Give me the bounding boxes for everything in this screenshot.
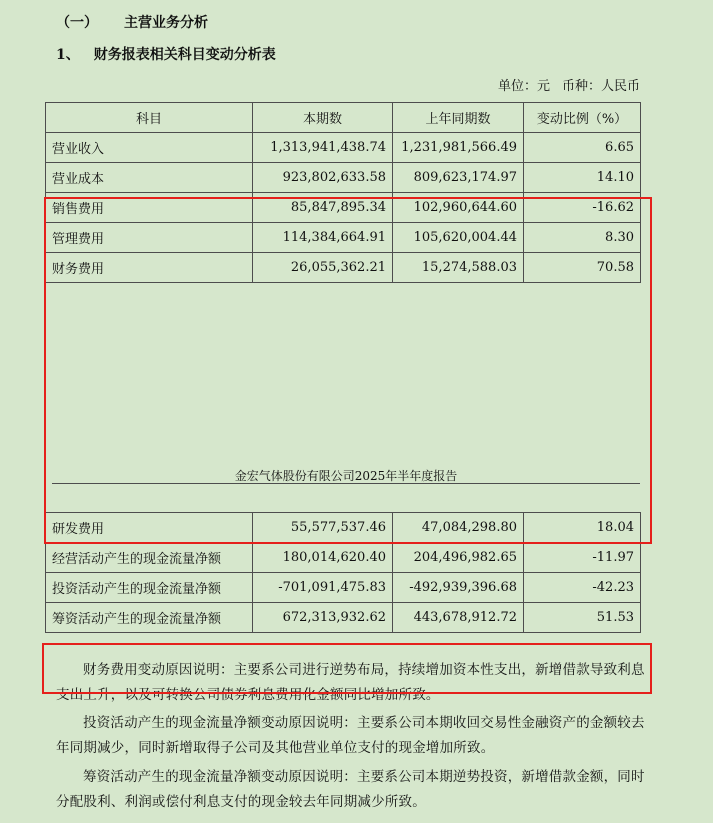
page-footer: 金宏气体股份有限公司2025年半年度报告	[234, 469, 458, 483]
row-label: 经营活动产生的现金流量净额	[46, 543, 253, 573]
section-title: 主营业务分析	[124, 15, 208, 31]
subsection-number: 1、	[56, 47, 80, 63]
row-label: 研发费用	[46, 513, 253, 543]
prior-value: -492,939,396.68	[393, 573, 524, 603]
change-ratio: -42.23	[524, 573, 641, 603]
prior-value: 102,960,644.60	[393, 193, 524, 223]
table-row	[46, 573, 641, 603]
subsection-title: 财务报表相关科目变动分析表	[93, 47, 276, 63]
prior-value: 443,678,912.72	[393, 603, 524, 633]
row-label: 营业收入	[46, 133, 253, 163]
change-ratio: 8.30	[524, 223, 641, 253]
current-value: 672,313,932.62	[253, 603, 393, 633]
prior-value: 204,496,982.65	[393, 543, 524, 573]
table-row	[46, 543, 641, 573]
current-value: 180,014,620.40	[253, 543, 393, 573]
row-label: 财务费用	[46, 253, 253, 283]
change-ratio: 18.04	[524, 513, 641, 543]
change-ratio: 14.10	[524, 163, 641, 193]
prior-value: 1,231,981,566.49	[393, 133, 524, 163]
table-row	[46, 163, 641, 193]
currency-label: 币种：人民币	[561, 79, 640, 94]
table-header-row	[46, 103, 641, 133]
header-current: 本期数	[253, 103, 393, 133]
section-heading	[56, 12, 208, 32]
investing-cashflow-note: 投资活动产生的现金流量净额变动原因说明：主要系公司本期收回交易性金融资产的金额较去年同期减少，同时新增取得子公司及其他营业单位支付的现金增加所致。	[56, 714, 645, 756]
highlight-box-expenses	[44, 197, 652, 544]
unit-label: 单位：元	[497, 79, 550, 94]
current-value: 55,577,537.46	[253, 513, 393, 543]
highlight-box-note	[42, 643, 652, 694]
section-number: （一）	[56, 15, 98, 31]
change-ratio: -16.62	[524, 193, 641, 223]
table-row	[46, 603, 641, 633]
current-value: 1,313,941,438.74	[253, 133, 393, 163]
row-label: 管理费用	[46, 223, 253, 253]
change-ratio: 70.58	[524, 253, 641, 283]
unit-line	[486, 75, 640, 94]
current-value: 114,384,664.91	[253, 223, 393, 253]
financing-cashflow-note: 筹资活动产生的现金流量净额变动原因说明：主要系公司本期逆势投资，新增借款金额，同时分配股利、利润或偿付利息支付的现金较去年同期减少所致。	[56, 768, 645, 810]
table-row	[46, 133, 641, 163]
change-ratio: 6.65	[524, 133, 641, 163]
subsection-heading	[56, 44, 276, 64]
row-label: 营业成本	[46, 163, 253, 193]
current-value: 26,055,362.21	[253, 253, 393, 283]
current-value: 923,802,633.58	[253, 163, 393, 193]
header-prior: 上年同期数	[393, 103, 524, 133]
current-value: 85,847,895.34	[253, 193, 393, 223]
row-label: 销售费用	[46, 193, 253, 223]
prior-value: 809,623,174.97	[393, 163, 524, 193]
current-value: -701,091,475.83	[253, 573, 393, 603]
header-item: 科目	[46, 103, 253, 133]
prior-value: 47,084,298.80	[393, 513, 524, 543]
change-ratio: -11.97	[524, 543, 641, 573]
row-label: 投资活动产生的现金流量净额	[46, 573, 253, 603]
prior-value: 105,620,004.44	[393, 223, 524, 253]
finance-expense-note: 财务费用变动原因说明：主要系公司进行逆势布局，持续增加资本性支出，新增借款导致利息支出上升，以及可转换公司债券利息费用化金额同比增加所致。	[56, 661, 645, 703]
change-ratio: 51.53	[524, 603, 641, 633]
row-label: 筹资活动产生的现金流量净额	[46, 603, 253, 633]
header-change: 变动比例（%）	[524, 103, 641, 133]
prior-value: 15,274,588.03	[393, 253, 524, 283]
